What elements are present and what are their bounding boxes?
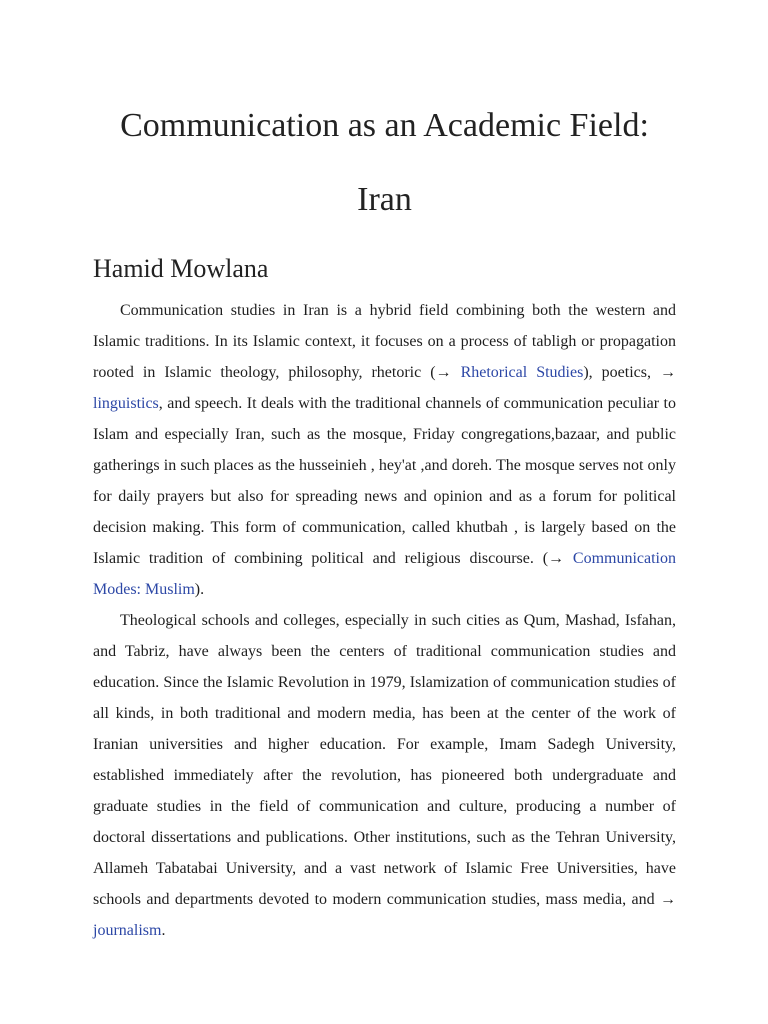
journalism-link[interactable]: journalism — [93, 922, 162, 939]
document-title — [93, 0, 676, 237]
communication-modes-muslim-link[interactable]: Communication Modes: Muslim — [93, 550, 676, 598]
title-line-1: Communication as an Academic Field: — [120, 107, 649, 144]
title-line-2: Iran — [357, 181, 412, 218]
paragraph-2-text-1: Theological schools and colleges, especially in such cities as Qum, Mashad, Isfahan, and Tabriz, have always been the centers of traditional communication studies and education. Since the Islamic Revolution in 1979, Islamization of communication studies of all kinds, in both traditional and modern media, has been at the center of the work of Iranian universities and higher education. For example, Imam Sadegh University, established immediately after the revolution, has pioneered both undergraduate and graduate studies in the field of communication and culture, producing a number of doctoral dissertations and publications. Other institutions, such as the Tehran University, Allameh Tabatabai University, and a vast network of Islamic Free Universities, have schools and departments devoted to modern communication studies, mass media, and → — [93, 612, 676, 908]
rhetorical-studies-link[interactable]: Rhetorical Studies — [460, 364, 584, 381]
paragraph-1-text-1: Communication studies in Iran is a hybrid field combining both the western and Islamic traditions. In its Islamic context, it focuses on a process of tabligh or propagation rooted in Islamic theology, philosophy, rhetoric (→ — [93, 302, 676, 381]
paragraph-1 — [93, 295, 676, 605]
linguistics-link[interactable]: linguistics — [93, 395, 159, 412]
paragraph-1-text-3: , and speech. It deals with the traditional channels of communication peculiar to Islam and especially Iran, such as the mosque, Friday congregations,bazaar, and public gatherings in such places as the husseinieh , hey'at ,and doreh. The mosque serves not only for daily prayers but also for spreading news and opinion and as a forum for political decision making. This form of communication, called khutbah , is largely based on the Islamic tradition of combining political and religious discourse. (→ — [93, 395, 676, 567]
paragraph-2 — [93, 605, 676, 946]
paragraph-2-text-2: . — [161, 922, 166, 939]
paragraph-1-text-2: ), poetics, → — [583, 364, 676, 381]
paragraph-1-text-4: ). — [194, 581, 205, 598]
author-name: Hamid Mowlana — [93, 254, 269, 283]
